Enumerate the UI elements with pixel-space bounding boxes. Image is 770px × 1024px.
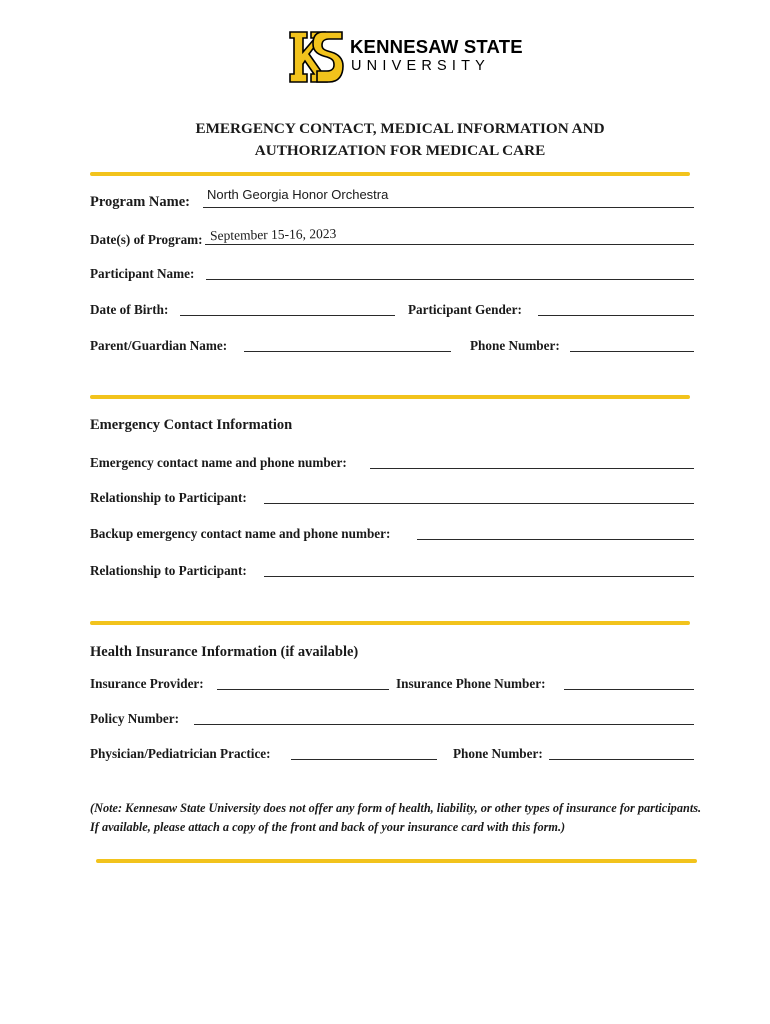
guardian-name-label: Parent/Guardian Name: (90, 338, 228, 353)
backup-relationship-label: Relationship to Participant: (90, 563, 247, 578)
program-dates-value[interactable]: September 15-16, 2023 (209, 225, 337, 244)
insurance-phone-label: Insurance Phone Number: (396, 676, 546, 691)
gender-label: Participant Gender: (408, 302, 522, 317)
guardian-phone-field[interactable] (570, 351, 694, 352)
program-name-value[interactable]: North Georgia Honor Orchestra (207, 187, 389, 202)
program-dates-field[interactable] (205, 244, 694, 245)
backup-contact-field[interactable] (417, 539, 694, 540)
dob-field[interactable] (180, 315, 395, 316)
divider-rule (96, 859, 697, 863)
form-title-line1: EMERGENCY CONTACT, MEDICAL INFORMATION AND (195, 120, 605, 137)
guardian-name-field[interactable] (244, 351, 451, 352)
divider-rule (90, 172, 690, 176)
program-name-field[interactable] (203, 207, 694, 208)
insurance-note-line1: (Note: Kennesaw State University does not offer any form of health, liability, or other types of insurance for participants. (90, 801, 702, 815)
backup-contact-label: Backup emergency contact name and phone number: (90, 526, 391, 541)
physician-field[interactable] (291, 759, 437, 760)
physician-label: Physician/Pediatrician Practice: (90, 746, 271, 761)
insurance-section-heading: Health Insurance Information (if available) (90, 644, 359, 660)
program-dates-label: Date(s) of Program: (90, 232, 203, 247)
emergency-contact-field[interactable] (370, 468, 694, 469)
divider-rule (90, 395, 690, 399)
university-name-line2: UNIVERSITY (351, 58, 491, 74)
backup-relationship-field[interactable] (264, 576, 694, 577)
relationship-field[interactable] (264, 503, 694, 504)
policy-number-field[interactable] (194, 724, 694, 725)
participant-name-label: Participant Name: (90, 266, 195, 281)
divider-rule (90, 621, 690, 625)
guardian-phone-label: Phone Number: (470, 338, 560, 353)
participant-name-field[interactable] (206, 279, 694, 280)
university-name-line1: KENNESAW STATE (350, 36, 523, 57)
emergency-section-heading: Emergency Contact Information (90, 417, 293, 433)
physician-phone-field[interactable] (549, 759, 694, 760)
gender-field[interactable] (538, 315, 694, 316)
physician-phone-label: Phone Number: (453, 746, 543, 761)
insurance-phone-field[interactable] (564, 689, 694, 690)
dob-label: Date of Birth: (90, 302, 169, 317)
insurance-note-line2: If available, please attach a copy of the front and back of your insurance card with this form.) (90, 820, 566, 834)
insurance-provider-label: Insurance Provider: (90, 676, 204, 691)
relationship-label: Relationship to Participant: (90, 490, 247, 505)
university-logo (287, 28, 523, 88)
policy-number-label: Policy Number: (90, 711, 179, 726)
insurance-provider-field[interactable] (217, 689, 389, 690)
form-title-line2: AUTHORIZATION FOR MEDICAL CARE (254, 142, 546, 159)
emergency-contact-label: Emergency contact name and phone number: (90, 455, 347, 470)
program-name-label: Program Name: (90, 194, 190, 210)
ks-monogram-logo (287, 28, 345, 88)
